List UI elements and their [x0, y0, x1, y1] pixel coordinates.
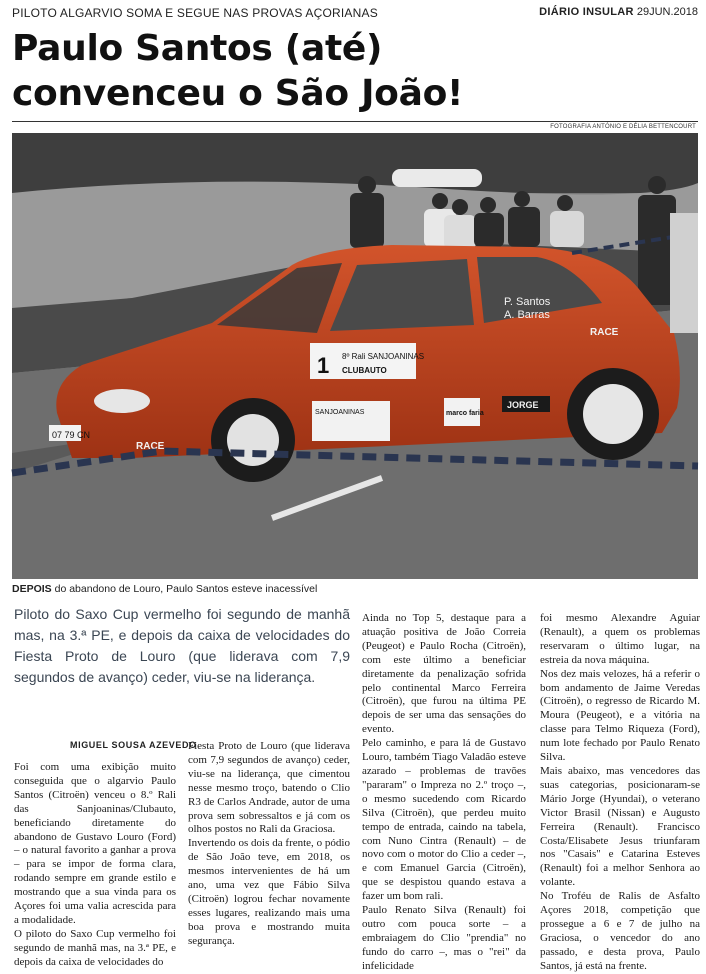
- headline: [12, 26, 702, 116]
- body-paragraph: foi mesmo Alexandre Aguiar (Renault), a quem os problemas reservaram o último lugar, na estreia da nova máquina.: [540, 612, 700, 666]
- marco-faria-decal: marco faria: [446, 410, 484, 417]
- body-paragraph: Fiesta Proto de Louro (que liderava com 7,9 segundos de avanço) ceder, viu-se na liderança, que cimentou nesse mesmo troço, batendo o Clio R3 de Carlos Andrade, autor de uma prova sem sobressaltos e já com os olhos postos no Rali da Graciosa.: [188, 740, 350, 836]
- jorge-decal: JORGE: [507, 400, 539, 410]
- race-decal-front: RACE: [136, 441, 165, 452]
- photo-credit: FOTOGRAFIA ANTÓNIO E DÉLIA BETTENCOURT: [550, 124, 696, 130]
- caption-text: do abandono de Louro, Paulo Santos esteve inacessível: [54, 583, 318, 595]
- article-kicker: PILOTO ALGARVIO SOMA E SEGUE NAS PROVAS AÇORIANAS: [12, 6, 378, 20]
- lead-paragraph: Piloto do Saxo Cup vermelho foi segundo de manhã mas, na 3.ª PE, e depois da caixa de velocidades do Fiesta Proto de Louro (que liderava com 7,9 segundos de avanço) ceder, viu-se na liderança.: [14, 606, 350, 685]
- headline-rule: [12, 121, 698, 122]
- body-column-4: [540, 612, 700, 974]
- masthead: [539, 6, 698, 18]
- body-paragraph: Paulo Renato Silva (Renault) foi outro com pouca sorte – a embraiagem do Clio "prendia" no fundo do carro –, mas o "rei" da infelicidade: [362, 904, 526, 972]
- clubauto-decal: CLUBAUTO: [342, 366, 387, 375]
- rally-car-illustration: [12, 133, 698, 579]
- body-paragraph: Nos dez mais velozes, há a referir o bom andamento de Jaime Veredas (Citroën), o regresso de Ricardo M. Moura (Peugeot), e a vitória na classe para Telmo Riqueza (Ford), num lote fechado por Paulo Renato Silva.: [540, 667, 700, 764]
- body-paragraph: Ainda no Top 5, destaque para a atuação positiva de João Correia (Peugeot) e Paulo Rocha (Citroën), com este último a beneficiar diretamente da penalização sofrida pelo continental Marco Ferreira (Citroën), que furou na última PE depois de ser uma das sensações do evento.: [362, 612, 526, 736]
- rear-wheel-rim: [583, 384, 643, 444]
- publication-date: 29JUN.2018: [636, 6, 698, 18]
- driver-name-1: P. Santos: [504, 296, 551, 308]
- caption-label: DEPOIS: [12, 583, 52, 595]
- body-column-2: [188, 740, 350, 949]
- body-column-1: [14, 761, 176, 970]
- photo-caption: [12, 583, 317, 595]
- sanjoaninas-decal: SANJOANINAS: [315, 409, 365, 416]
- body-paragraph: No Troféu de Ralis de Asfalto Açores 2018, competição que prossegue a 6 e 7 de julho na Graciosa, o vencedor do ano passado, e desta prova, Paulo Santos, já está na frente.: [540, 890, 700, 972]
- door-number: 1: [317, 353, 330, 378]
- rally-name-decal: 8º Rali SANJOANINAS: [342, 352, 425, 361]
- rally-photo: [12, 133, 698, 579]
- headline-line-2: convenceu o São João!: [12, 73, 464, 114]
- headlight: [94, 389, 150, 413]
- race-decal-rear: RACE: [590, 327, 619, 338]
- publication-name: DIÁRIO INSULAR: [539, 6, 634, 18]
- body-column-3: [362, 612, 526, 974]
- body-paragraph: Pelo caminho, e para lá de Gustavo Louro, também Tiago Valadão esteve azarado – problemas de travões "pararam" o Impreza no 2.º troço –, o mesmo sucedendo com Ricardo Silva (Citroën), que perdeu muito tempo de entrada, caindo na tabela, com Nuno Cintra (Renault) – de novo com o motor do Clio a ceder –, e com Emanuel Garcia (Citroën), que se despistou quando estava a fazer um bom rali.: [362, 737, 526, 903]
- body-paragraph: Invertendo os dois da frente, o pódio de São João teve, em 2018, os mesmos intervenientes de há um ano, uma vez que Fábio Silva (Citroën) logrou fechar novamente esses lugares, realizando mais uma boa prova e mostrando muita segurança.: [188, 837, 350, 947]
- parked-van: [392, 169, 482, 187]
- driver-name-2: A. Barras: [504, 309, 550, 321]
- plate-text: 07 79 CN: [52, 430, 91, 440]
- body-paragraph: O piloto do Saxo Cup vermelho foi segundo de manhã mas, na 3.ª PE, e depois da caixa de velocidades do: [14, 927, 176, 968]
- byline: MIGUEL SOUSA AZEVEDO: [70, 740, 197, 750]
- body-paragraph: Foi com uma exibição muito conseguida que o algarvio Paulo Santos (Citroën) venceu o 8.º Rali das Sanjoaninas/Clubauto, beneficiando diretamente do abandono de Gustavo Louro (Ford) – o natural favorito a ganhar a prova – para se impor de forma clara, rodando sempre em grande estilo e mostrando que a sua vinda para os Açores foi uma valia acrescida para a modalidade.: [14, 761, 176, 926]
- sign-board: [670, 213, 698, 333]
- front-wheel-rim: [227, 414, 279, 466]
- headline-line-1: Paulo Santos (até): [12, 28, 383, 69]
- sanjoaninas-decal-box: [312, 401, 390, 441]
- body-paragraph: Mais abaixo, mas vencedores das suas categorias, posicionaram-se Mário Jorge (Hyundai), o veterano Victor Brasil (Nissan) e Augusto Ferreira (Renault). Francisco Costa/Elisabete Jesus triunfaram nos "Casais" e Catarina Esteves (Renault) foi a melhor Senhora ao volante.: [540, 764, 700, 889]
